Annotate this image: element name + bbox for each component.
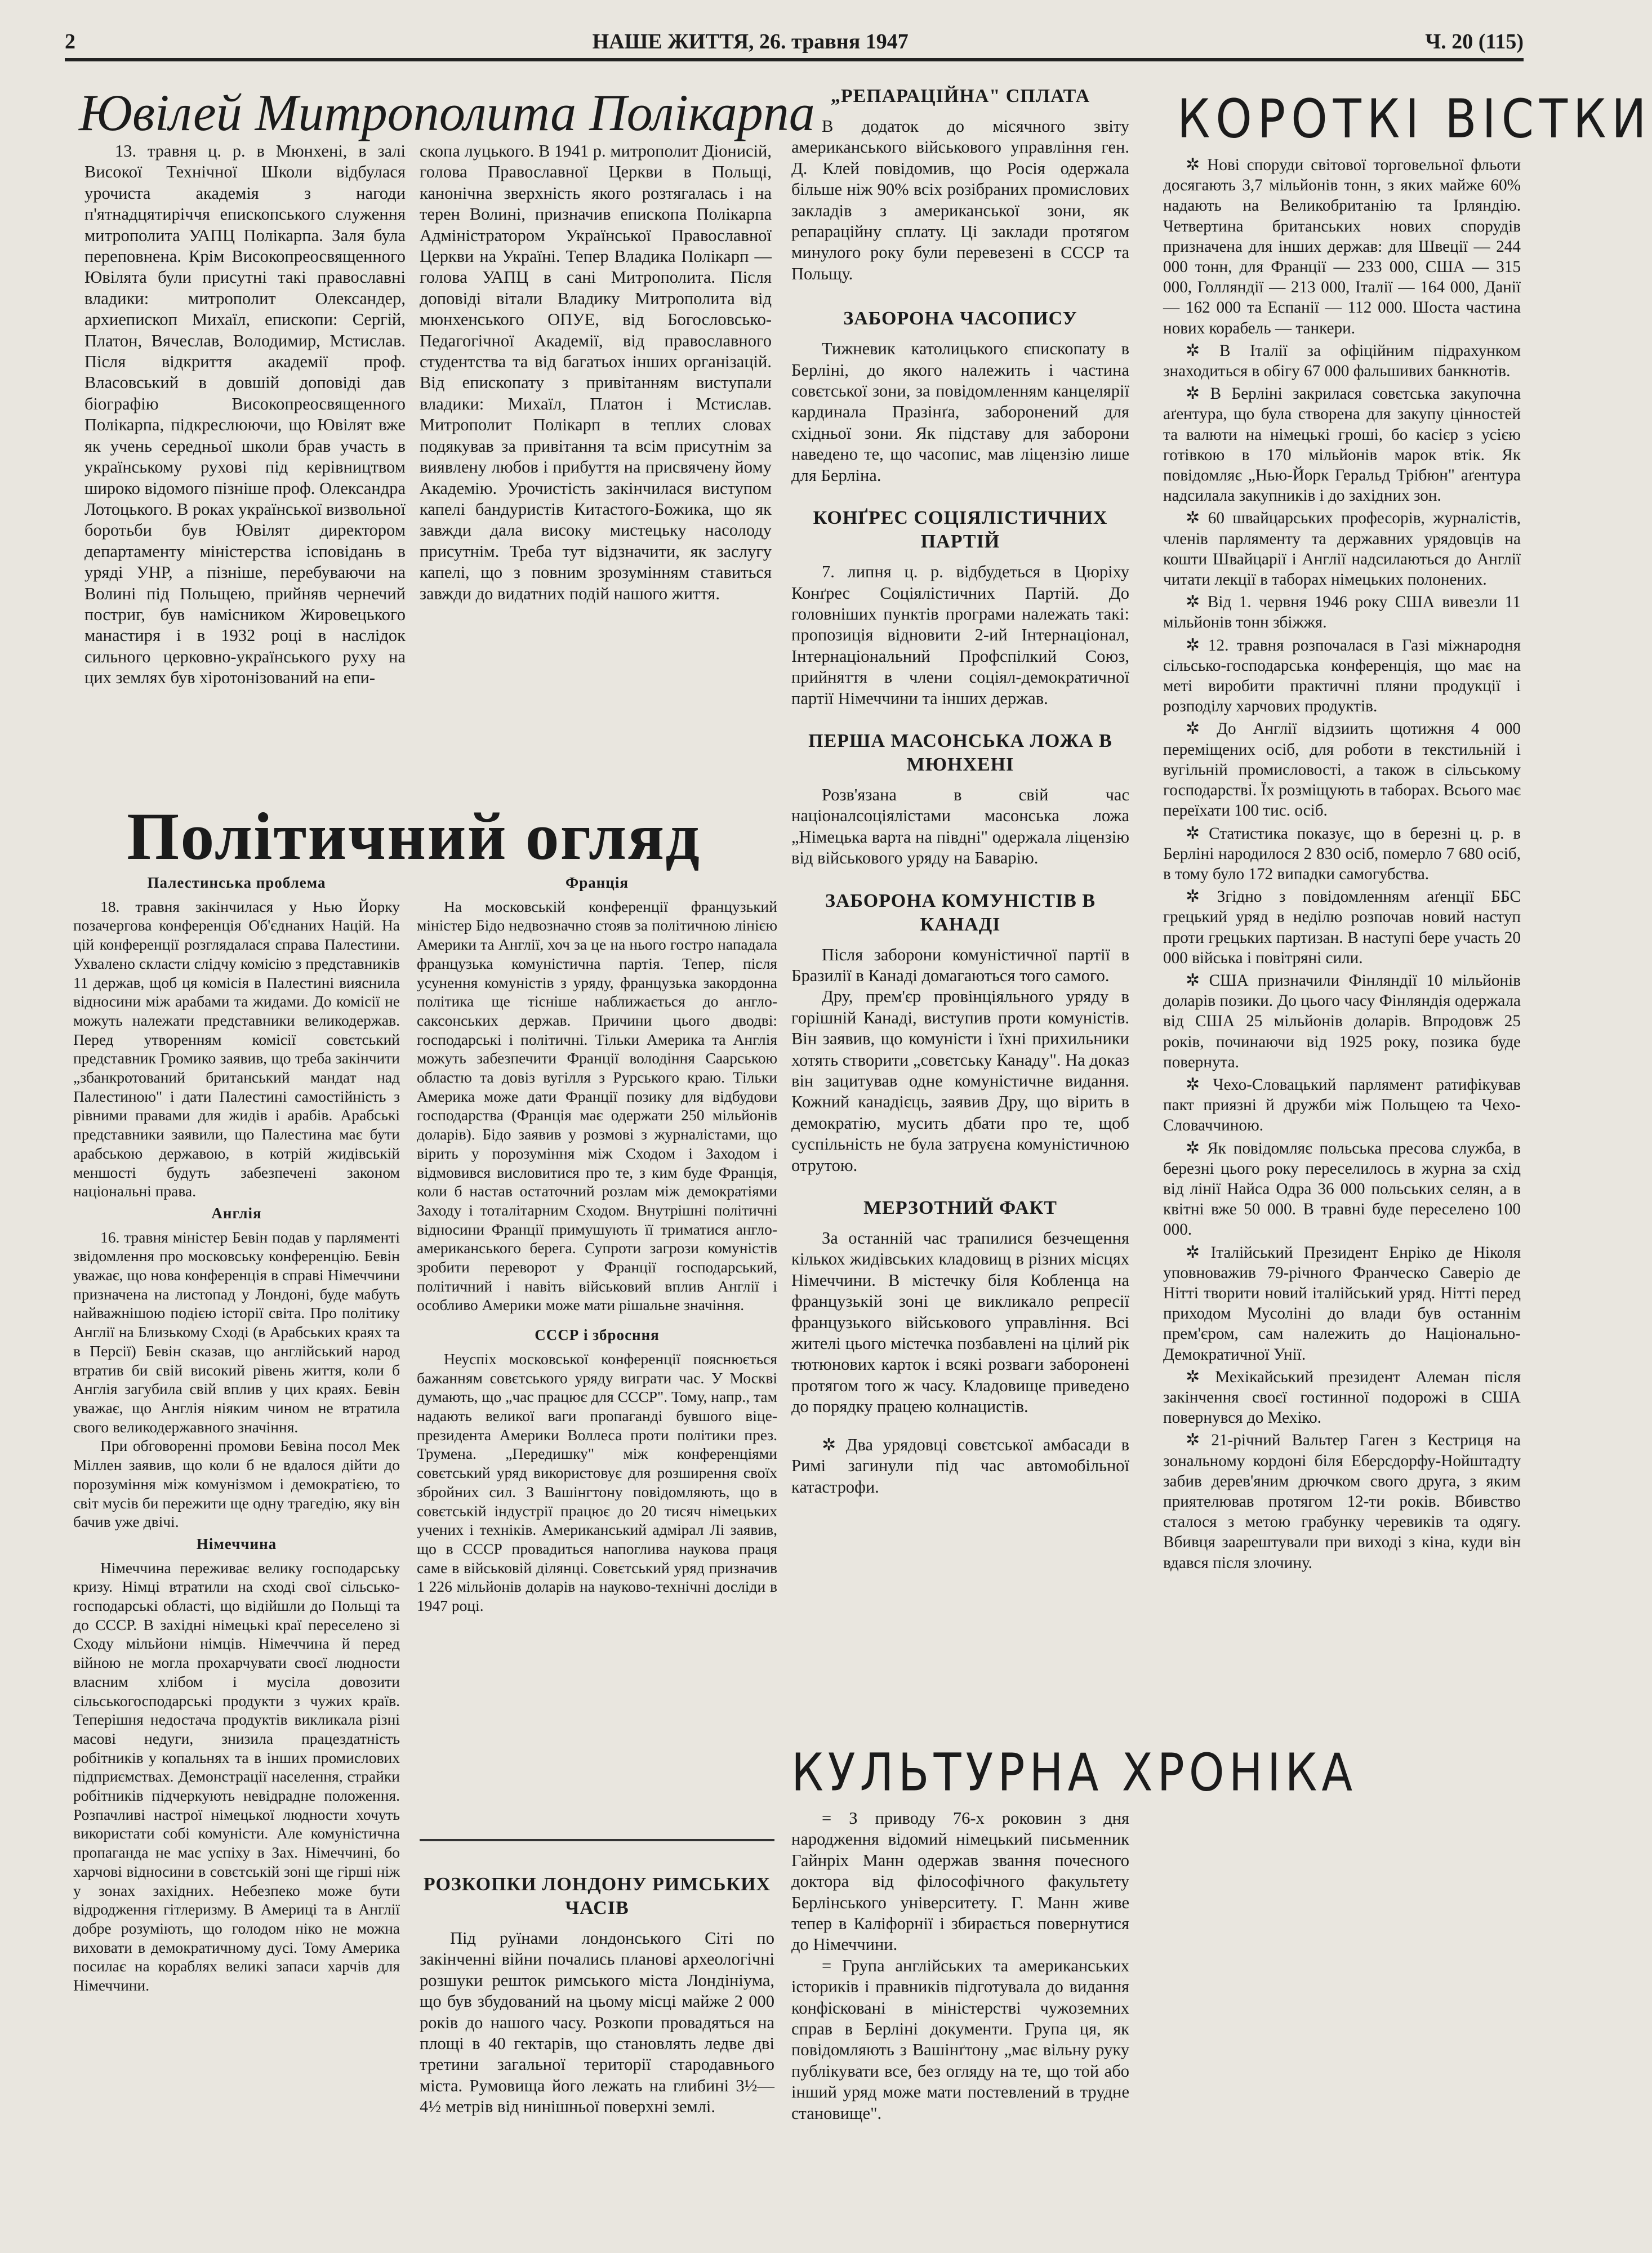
jubilee-col-2 — [420, 141, 772, 604]
palestine-text: 18. травня закінчилася у Нью Йорку позачергова конференція Об'єднаних Націй. На цій конференції розглядалася справа Палестини. Ухвалено скласти слідчу комісію з представників 11 держав, щоб ця комісія в Палестині вияснила відносини між арабами та жидами. До комісії не можуть належати представники великодержав. Перед утворенням комісії совєтський представник Громико заявив, що треба закінчити „збанкротований британський мандат над Палестиною" і дати Палестині самостійність з рівними правами для жидів і арабів. Арабські представники заявили, що Палестина має бути арабською державою, в котрій жидівській меншості будуть забезпечені законом національні права. — [73, 897, 400, 1200]
london-rule — [420, 1839, 774, 1841]
culture-item-2: = Група англійських та американських істориків і правників підготувала до видання конфісковані в міністерстві чужоземних справ в Берліні документи. Група ця, як повідомляють з Вашінґтону „має вільну руку публікувати все, без огляду на те, що той або інший уряд може мати постевлений в трудне становище". — [791, 1956, 1129, 2123]
star-icon: ✲ — [1186, 1075, 1213, 1094]
star-icon: ✲ — [1186, 1243, 1211, 1262]
paper-ban-title: ЗАБОРОНА ЧАСОПИСУ — [843, 308, 1077, 330]
brief-item — [1163, 1138, 1521, 1240]
brief-item — [1163, 970, 1521, 1072]
masonic-text: Розв'язана в свій час націоналсоціялістами масонська ложа „Німецька варта на півдні" одержала ліцензію від військового уряду на Баварію. — [791, 785, 1129, 868]
star-icon: ✲ — [1186, 887, 1217, 906]
star-icon: ✲ — [1186, 1367, 1215, 1386]
brief-item — [1163, 1430, 1521, 1573]
england-text-2: При обговоренні промови Бевіна посол Мек Міллен заявив, що коли б не вдалося дійти до порозуміння між комунізмом і демократією, то світ мусів би пережити ще одну трагедію, яку він бачив уже двічі. — [73, 1437, 400, 1531]
brief-item — [1163, 155, 1521, 339]
star-icon: ✲ — [1186, 341, 1219, 360]
brief-text: Чехо-Словацький парлямент ратифікував пакт приязні й дружби між Польщею та Чехо-Словаччиною. — [1163, 1075, 1521, 1135]
brief-item — [1163, 592, 1521, 633]
ussr-heading: СССР і збросння — [535, 1326, 660, 1344]
brief-text: 60 швайцарських професорів, журналістів, членів парляменту та державних урядовців на кошти Швайцарії і Англії надсилаються до Англії читати лекції в таборах німецьких полонених. — [1163, 509, 1521, 589]
star-icon: ✲ — [1186, 384, 1210, 403]
france-text: На московській конференції французький міністер Бідо недвозначно стояв за політичною лінією Америки та Англії, хоч за це на нього гостро нападала французька комуністична партія. Тепер, після усунення комуністів з уряду, французька закордонна політика ще тісніше наближається до англо-саксонських держав. Причини цього дводві: господарські і політичні. Тільки Америка та Англія можуть забезпечити Франції володіння Саарською областю та довіз вугілля з Рурського краю. Тільки Америка може дати Франції позику для відбудови господарства (Франція має одержати 250 мільйонів доларів). Бідо заявив у розмові з журналістами, що вірить у порозуміння між Сходом і Заходом і відмовився висловитися про те, з ким буде Франція, коли б настав остаточний розлам між демократіями Заходу і тоталітарним Сходом. Внутрішні політичні відносини Франції примушують її триматися англо-американського берега. Супроти загрози комуністів зробити переворот у Франції господарський, політичний і навіть військовий вплив Англії і особливо Америки може мати рішальне значіння. — [417, 897, 777, 1314]
canada-text-2: Дру, прем'єр провінціяльного уряду в горішній Канаді, виступив проти комуністів. Він заявив, що комуністи і їхні прихильники хотять створити „совєтську Канаду". На доказ він зацитував одне комуністичне видання. Кожний канадієць, заявив Дру, що вірить в демократію, мусить дбати про те, щоб суспільність не була затруєна комуністичною отрутою. — [791, 987, 1129, 1175]
brief-text: До Англії відзиить щотижня 4 000 переміщених осіб, для роботи в текстильній і вугільній промисловості, а також в сільському господарстві. Їх розміщують в таборах. Всього має переїхати 100 тис. осіб. — [1163, 720, 1521, 820]
brief-text: 12. травня розпочалася в Газі міжнародня сільсько-господарська конференція, що має на меті виробити практичні пляни продукції і розподілу харчових продуктів. — [1163, 636, 1521, 716]
canada-title: ЗАБОРОНА КОМУНІСТІВ В КАНАДІ — [825, 890, 1096, 935]
brief-text: В Берліні закрилася совєтська закупочна аґентура, що була створена для закупу цінностей та валюти на німецькі гроші, бо касієр з усією готівкою в 170 мільйонів марок втік. Як повідомляє „Нью-Йорк Геральд Трібюн" аґентура надсилала закупників і до західних зон. — [1163, 385, 1521, 505]
brief-text: Статистика показує, що в березні ц. р. в Берліні народилося 2 830 осіб, померло 7 680 осіб, в тому було 172 випадки самогубства. — [1163, 824, 1521, 883]
page-header — [65, 25, 1524, 58]
briefs-col — [1163, 155, 1521, 1575]
culture-title: КУЛЬТУРНА ХРОНІКА — [791, 1742, 1357, 1803]
star-icon: ✲ — [1186, 155, 1208, 174]
england-text-1: 16. травня міністер Бевін подав у парляменті звідомлення про московську конференцію. Бевін уважає, що нова конференція в справі Німеччини призначена на листопад у Лондоні, буде мабуть найважнішою подією історії світа. Про політику Англії на Близькому Сході (в Арабських краях та в Персії) Бевін сказав, що англійський народ втратив би свій високий рівень життя, коли б Англія загубила свій вплив у цих краях. Бевін уважає, що Англія ніяким чином не втратила свого великодержавного значіння. — [73, 1228, 400, 1436]
ussr-text: Неуспіх московської конференції пояснюється бажанням совєтського уряду виграти час. У Москві думають, що „час працює для СССР". Тому, напр., там надають великої ваги пропаганді бувшого віце-президента Америки Воллеса проти політики през. Трумена. „Передишку" між конференціями совєтський уряд використовує для розширення своїх збройних сил. З Вашінгтону повідомляють, що в совєтській індустрії працює до 20 тисяч німецьких учених і техніків. Американський адмірал Лі заявив, що в СССР провадиться напоглива наукова праця саме в військовій ділянці. Совєтський уряд призначив 1 226 мільйонів доларів на науково-технічні досліди в 1947 році. — [417, 1350, 777, 1615]
brief-text: Як повідомляє польська пресова служба, в березні цього року переселилось в журна за схід від лінії Найса Одра 36 000 польських селян, а в квітні вже 50 000. В травні буде переселено 100 000. — [1163, 1139, 1521, 1239]
star-icon: ✲ — [1186, 970, 1209, 990]
vile-text: За останній час трапилися безчещення кількох жидівських кладовищ в різних місцях Німеччини. В містечку біля Кобленца на французькій зоні це викликало репресії французького військового управління. Всі жителі цього містечка позбавлені на цілий рік тютюнових карток і всякі розваги заборонені протягом того ж часу. Кладовище приведено до порядку працею колнацистів. — [791, 1228, 1129, 1417]
jubilee-text-2: скопа луцького. В 1941 р. митрополит Діонисій, голова Православної Церкви в Польщі, канонічна зверхність якого розтягалась і на терен Волині, призначив епископа Полікарпа Адмiністратором Української Православної Церкви на Україні. Тепер Владика Полікарп — голова УАПЦ в сані Митрополита. Після доповіді вітали Владику Митрополита від мюнхенського ОПУЕ, від Богословсько-Педагогічної Академії, від православного студентства та від багатьох інших організацій. Від епископату з привітанням виступали владики: Михаїл, Платон і Мстислав. Митрополит Полікарп в теплих словах подякував за привітання та всім присутнім за виявлену любов і прибуття на присвячену йому Академію. Урочистість закінчилася виступом капелі бандуристів Китастого-Божика, що як завжди дала високу мистецьку насолоду присутнім. Треба тут відзначити, як заслугу капелі, що з повним зрозумінням ставиться завжди до видатних подій нашого життя. — [420, 141, 772, 603]
star-icon: ✲ — [1186, 1431, 1212, 1450]
france-heading: Франція — [565, 874, 629, 891]
vile-note-text: Два урядовці совєтської амбасади в Римі загинули під час автомобільної катастрофи. — [791, 1435, 1129, 1497]
palestine-heading: Палестинська проблема — [147, 874, 326, 891]
star-icon: ✲ — [1186, 719, 1217, 738]
germany-heading: Німеччина — [196, 1535, 277, 1552]
briefs-title: КОРОТКІ ВІСТКИ — [1177, 88, 1652, 150]
reparations-text: В додаток до місячного звіту американського військового управління ген. Д. Клей повідомив, що Росія одержала більше ніж 90% всіх розібраних промислових закладів з американської зони, як репараційну сплату. Ці заклади протягом минулого року були перевезені в СССР та Польщу. — [791, 117, 1129, 283]
brief-text: Згідно з повідомленням аґенції ББС грецький уряд в неділю розпочав новий наступ проти грецьких партизан. В наступі бере участь 20 000 війська і повітряні сили. — [1163, 888, 1521, 967]
brief-item — [1163, 635, 1521, 717]
congress-text: 7. липня ц. р. відбудеться в Цюріху Конґрес Соціялістичних Партій. До головніших пунктів програми належать такі: пропозиція відновити 2-ий Інтернаціонал, Інтернаціональний Профспілкий Союз, прийняття в члени соціял-демократичної партії Німеччини та інших держав. — [791, 562, 1129, 708]
political-col-1 — [73, 870, 400, 1995]
brief-item — [1163, 384, 1521, 506]
newspaper-title: НАШЕ ЖИТТЯ, 26. травня 1947 — [592, 30, 909, 54]
star-icon: ✲ — [1186, 1138, 1208, 1157]
germany-text: Німеччина переживає велику господарську кризу. Німці втратили на сході свої сільсько-господарські області, що відійшли до Польщі та до СССР. В західні німецькі краї переселено зі Сходу мільйони німців. Німеччина й перед війною не могла прохарчувати своєї людности власним хлібом і мусіла довозити сільськогосподарські продукти з чужих країв. Теперішня недостача продуктів викликала різні масові недуги, знизила працездатність робітників у копальнях та в інших промислових підприємствах. Демонстрації населення, страйки робітників підчеркують невідрадне положення. Розпачливі настрої німецької людности хочуть використати собі комуністи. Але комуністична пропаганда не має успіху в Зах. Німеччині, бо харчові відносини в совєтській зоні ще гірші ніж у зонах західних. Небезпеко може бути відродження гітлеризму. В Америці та в Англії добре розуміють, що голодом ніко не можна виховати в демократичному дусі. Тому Америка посилає на кораблях великі запаси харчів для Німеччини. — [73, 1559, 400, 1994]
brief-item — [1163, 1075, 1521, 1136]
congress-title: КОНҐРЕС СОЦІЯЛІСТИЧНИХ ПАРТІЙ — [813, 507, 1108, 553]
culture-item-1: = З приводу 76-х роковин з дня народження відомий німецький письменник Гайнріх Манн одержав звання почесного доктора від філософічного факультету Берлінського університету. Г. Манн живе тепер в Каліфорнії і збирається повернутися до Німеччини. — [791, 1809, 1129, 1954]
political-col-2 — [417, 870, 777, 1615]
brief-item — [1163, 887, 1521, 968]
brief-item — [1163, 508, 1521, 590]
canada-text-1: Після заборони комуністичної партії в Бразилії в Канаді домагаються того самого. — [791, 945, 1129, 985]
page-number: 2 — [65, 30, 75, 54]
reparations-title: „РЕПАРАЦІЙНА" СПЛАТА — [830, 86, 1090, 106]
vile-note — [791, 1435, 1129, 1498]
header-rule — [65, 58, 1524, 61]
culture-col — [791, 1808, 1129, 2124]
brief-text: США призначили Фінляндії 10 мільйонів доларів позики. До цього часу Фінляндія одержала від США 25 мільйонів доларів. Впродовж 25 років, починаючи від 1925 року, позика буде повернута. — [1163, 971, 1521, 1071]
london-text: Під руїнами лондонського Сіті по закінченні війни почались планові археологічні розшуки решток римського міста Лондініума, що був збудований на цьому місці майже 2 000 років до нашого часу. Розкопи провадяться на площі в 40 гектарів, що становлять ледве дві третини загальної території стародавнього міста. Румовища його лежать на глибині 3½—4½ метрів від нинішньої поверхні землі. — [420, 1929, 774, 2117]
brief-item — [1163, 1367, 1521, 1428]
brief-text: В Італії за офіційним підрахунком знаходиться в обігу 67 000 фальшивих банкнотів. — [1163, 341, 1521, 381]
vile-title: МЕРЗОТНИЙ ФАКТ — [863, 1197, 1057, 1219]
brief-text: Нові споруди світової торговельної фльоти досягають 3,7 мільйонів тонн, з яких майже 60% надають на Великобританію та Ірляндію. Четвертина британських нових спорудів призначена для інших держав: для Швеції — 244 000 тонн, для Франції — 233 000, США — 315 000, Голляндії — 213 000, Італії — 164 000, Данії — 162 000 та Еспанії — 112 000. Шоста частина нових корабель — танкери. — [1163, 156, 1521, 337]
star-icon: ✲ — [822, 1435, 846, 1454]
brief-text: Італійський Президент Енріко де Ніколя уповноважив 79-річного Франческо Саверіо де Нітті творити новий італійський уряд. Нітті перед приходом Мусоліні до влади був останнім прем'єром, сам належить до Національно-Демократичної Унії. — [1163, 1243, 1521, 1364]
england-heading: Англія — [211, 1204, 262, 1222]
brief-item — [1163, 823, 1521, 885]
star-icon: ✲ — [1186, 823, 1209, 843]
brief-text: Мехікайський президент Алеман після закінчення своєї гостинної подорожі в США повернувся до Мехіко. — [1163, 1368, 1521, 1427]
issue-number: Ч. 20 (115) — [1425, 30, 1524, 54]
jubilee-text-1: 13. травня ц. р. в Мюнхені, в залі Високої Технічної Школи відбулася урочиста академія з нагоди п'ятнадцятиріччя епископського служення митрополита УАПЦ Полікарпа. Заля була переповнена. Крім Високопреосвященного Ювілята були присутні такі православні владики: митрополит Олександер, архиепископ Михаїл, епископи: Сергій, Платон, Вячеслав, Володимир, Мстислав. Після відкриття академії проф. Власовський в довшій доповіді дав біографію Високопреосвященного Полікарпа, підкреслюючи, що Ювілят вже як учень середньої школи брав участь в українському руховi під керівництвом широко відомого пізніше проф. Олександра Лотоцького. В роках української визвольної боротьби був Ювілят директором департаменту міністерства ісповідань в уряді УНР, а пізніше, перебуваючи на Волині під Польщею, прийняв чернечий постриг, був намісником Жировецького манастиря і в 1932 році в наслідок сильного церковно-українського руху на цих землях був хіротонізований на епи- — [84, 141, 406, 688]
brief-item — [1163, 341, 1521, 381]
star-icon: ✲ — [1186, 635, 1208, 654]
london-title: РОЗКОПКИ ЛОНДОНУ РИМСЬКИХ ЧАСІВ — [423, 1874, 771, 1918]
brief-text: 21-річний Вальтер Гаген з Кестриця на зональному кордоні біля Еберсдорфу-Нойштадту забив дерев'яним дрючком свого друга, з яким приятелював протягом 12-ти років. Вбивство сталося з метою грабунку черевиків та одягу. Вбивця заарештували при виході з кіна, куди він вдався після злочину. — [1163, 1431, 1521, 1572]
paper-ban-text: Тижневик католицького єпископату в Берліні, до якого належить і частина совєтської зони, за повідомленням канцелярії кардинала Празінґа, заборонений для східньої зони. Як підставу для заборони наведено те, що часопис, мав ліцензію лише для Берліна. — [791, 339, 1129, 485]
jubilee-col-1 — [84, 141, 406, 689]
star-icon: ✲ — [1186, 509, 1208, 528]
news-col-3 — [791, 84, 1129, 1498]
star-icon: ✲ — [1186, 593, 1208, 612]
masonic-title: ПЕРША МАСОНСЬКА ЛОЖА В МЮНХЕНІ — [808, 730, 1112, 775]
brief-text: Від 1. червня 1946 року США вивезли 11 мільйонів тонн збіжжя. — [1163, 593, 1521, 632]
brief-item — [1163, 1243, 1521, 1365]
brief-item — [1163, 719, 1521, 821]
london-article — [420, 1867, 774, 2118]
jubilee-title: Ювілей Митрополита Полікарпа — [79, 84, 815, 141]
political-title: Політичний огляд — [127, 799, 701, 874]
